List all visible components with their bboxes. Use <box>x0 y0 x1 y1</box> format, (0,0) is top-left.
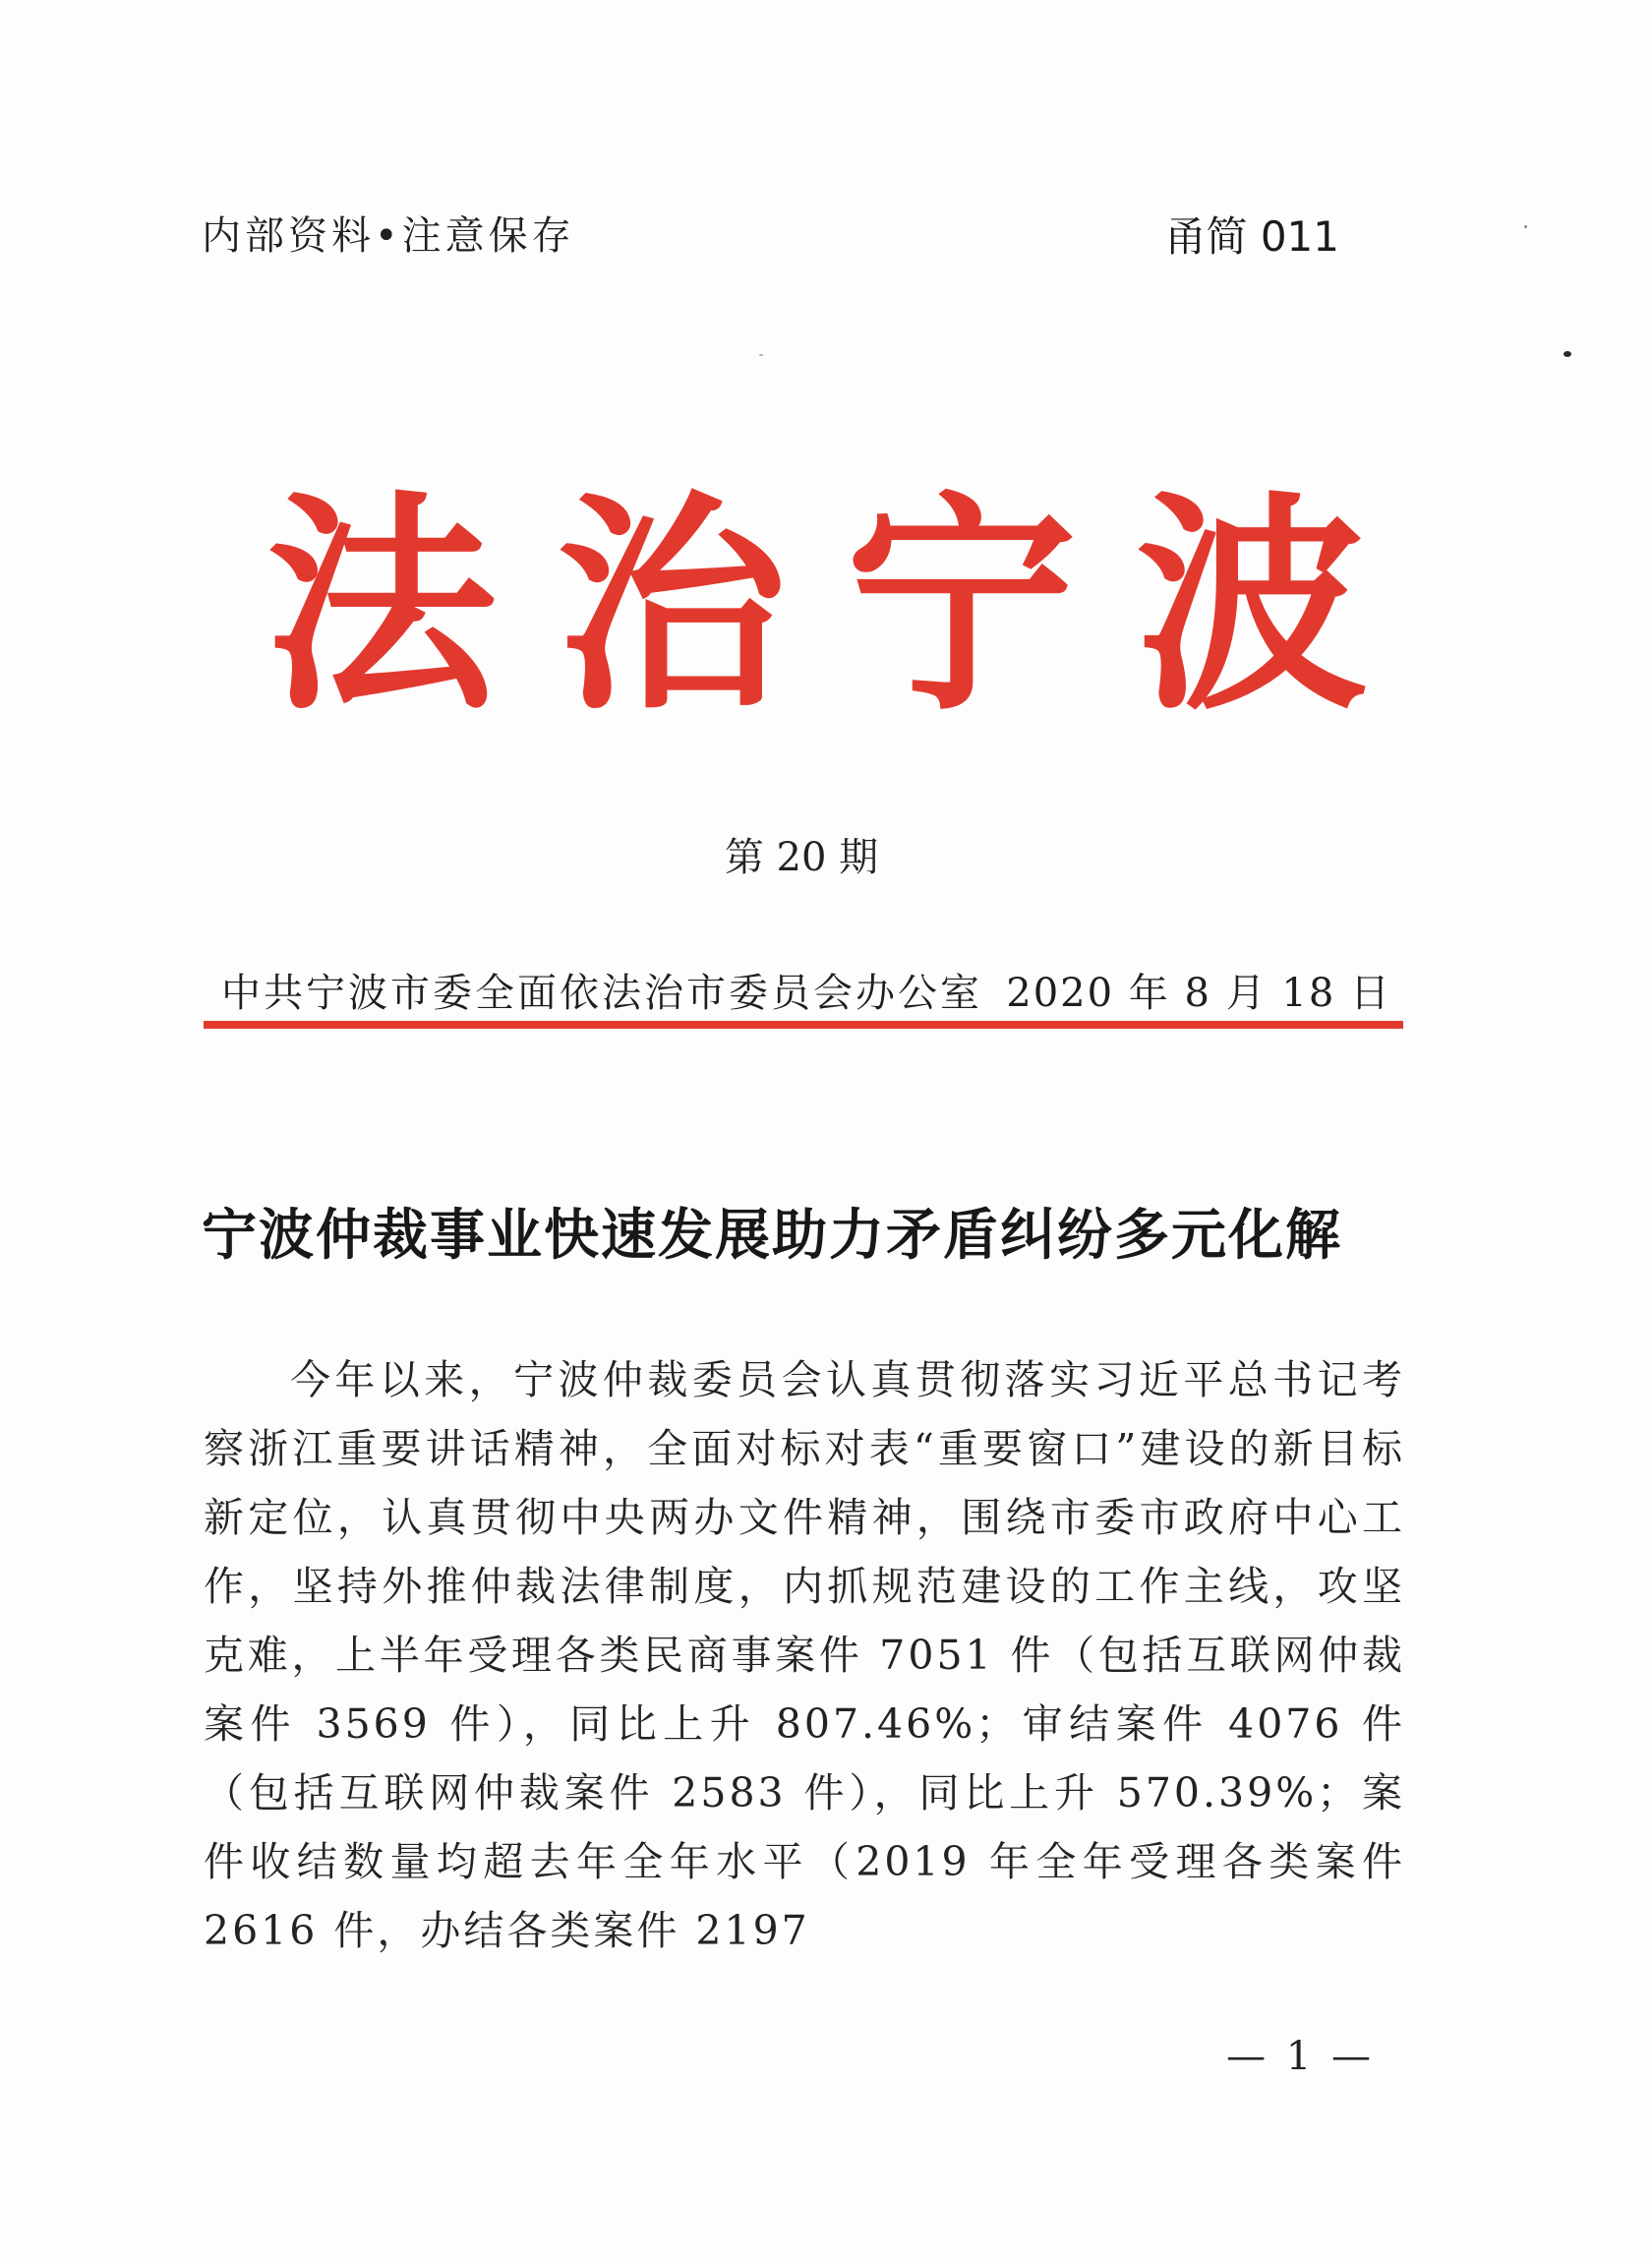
scan-speck <box>1524 225 1527 228</box>
scan-speck <box>759 354 763 356</box>
scan-speck <box>1564 351 1571 357</box>
red-divider-line <box>204 1021 1403 1029</box>
page-number: — 1 — <box>1226 2034 1375 2079</box>
issuer-name: 中共宁波市委全面依法治市委员会办公室 <box>221 971 982 1016</box>
article-headline: 宁波仲裁事业快速发展助力矛盾纠纷多元化解 <box>202 1203 1342 1268</box>
classification-label: 内部资料•注意保存 <box>202 213 575 259</box>
issuer-row <box>221 962 1391 1018</box>
masthead-title: 法治宁波 <box>266 473 1426 742</box>
document-number: 甬简 011 <box>1164 212 1339 261</box>
issue-number: 第 20 期 <box>724 835 879 880</box>
article-paragraph: 今年以来，宁波仲裁委员会认真贯彻落实习近平总书记考察浙江重要讲话精神，全面对标对表“重要窗口”建设的新目标新定位，认真贯彻中央两办文件精神，围绕市委市政府中心工作，坚持外推仲裁法律制度，内抓规范建设的工作主线，攻坚克难，上半年受理各类民商事案件 7051 件（包括互联网仲裁案件 3569 件），同比上升 807.46%；审结案件 4076 件（包括互联网仲裁案件 2583 件），同比上升 570.39%；案件收结数量均超去年全年水平（2019 年全年受理各类案件 2616 件，办结各类案件 2197 <box>204 1356 1405 1954</box>
issue-date: 2020 年 8 月 18 日 <box>1006 971 1391 1016</box>
